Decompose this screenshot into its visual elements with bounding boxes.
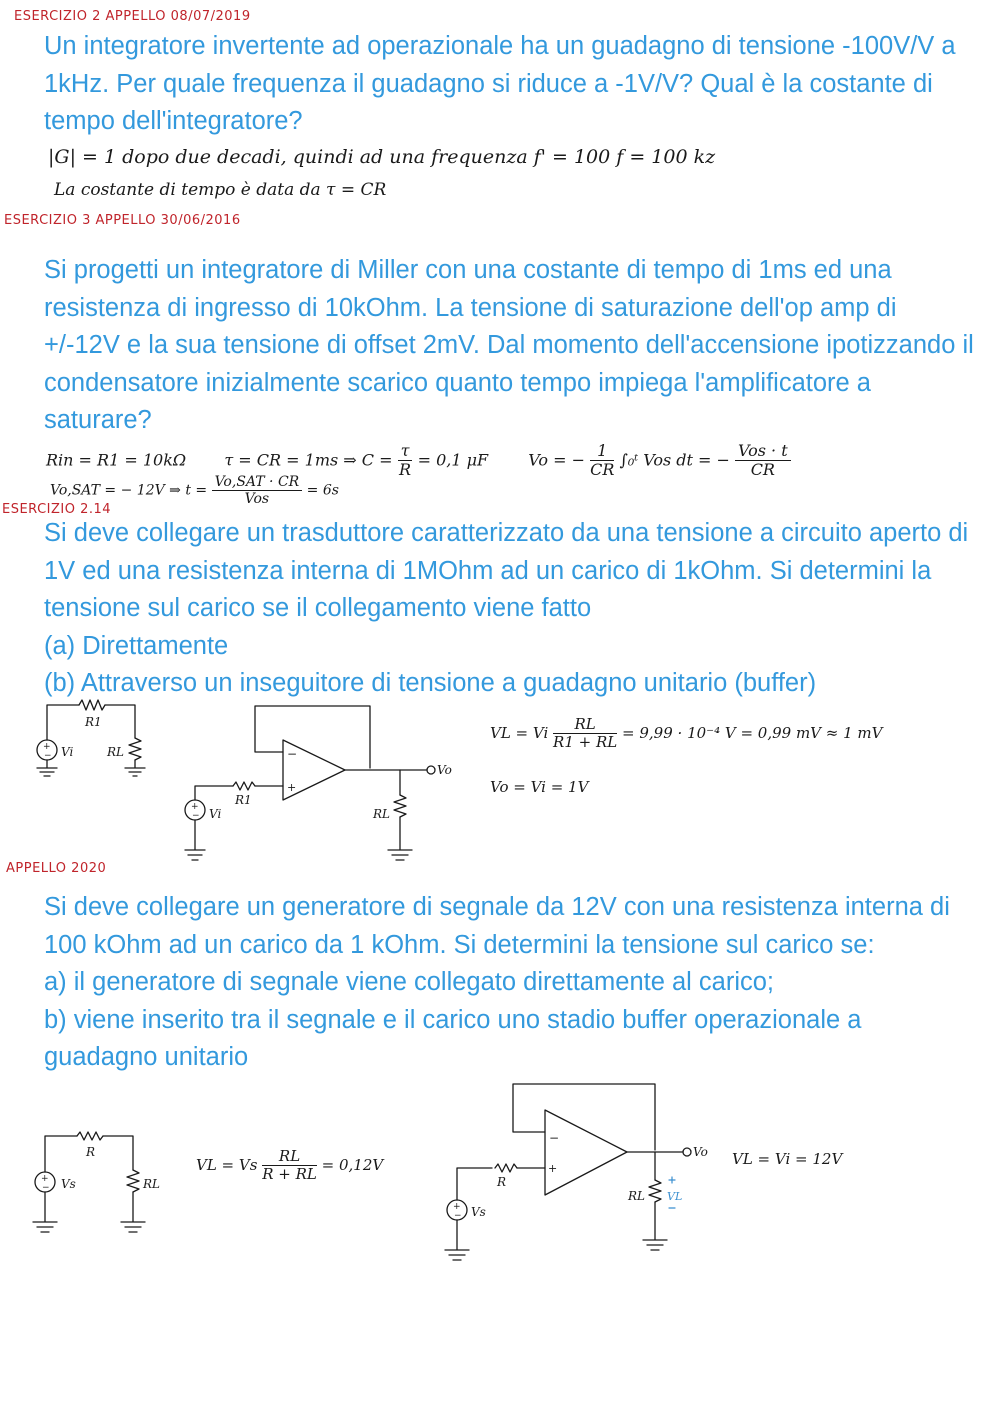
exercise-1-tag: ESERCIZIO 2 APPELLO 08/07/2019 bbox=[14, 9, 251, 24]
source-plus-sign: + bbox=[191, 802, 199, 812]
source-plus-sign: + bbox=[453, 1202, 461, 1212]
vl-lhs: VL = Vs bbox=[196, 1155, 258, 1174]
vl-result: = 0,12V bbox=[321, 1155, 384, 1174]
exercise-2-question: Si progetti un integratore di Miller con una costante di tempo di 1ms ed una resistenza di ingresso di 10kOhm. La tensione di saturazione dell'op amp di +/-12V e la sua tensione di offset 2mV. Dal momento dell'accensione ipotizzando il condensatore inizialmente scarico quanto tempo impiega l'amplificatore a saturare? bbox=[44, 256, 974, 434]
divider-fraction bbox=[553, 716, 617, 752]
exercise-4-question-text: Si deve collegare un generatore di segnale da 12V con una resistenza interna di 100 kOhm ad un carico da 1 kOhm. Si determini la tensione sul carico se: bbox=[44, 893, 950, 959]
rl-label: RL bbox=[373, 807, 391, 821]
exercise-3-option-b: (b) Attraverso un inseguitore di tensione a guadagno unitario (buffer) bbox=[44, 669, 817, 697]
circuit-direct-generator bbox=[25, 1130, 165, 1240]
vi-label: Vi bbox=[209, 807, 222, 821]
exercise-2-tag: ESERCIZIO 3 APPELLO 30/06/2016 bbox=[4, 213, 241, 228]
time-value: = 6s bbox=[306, 482, 339, 499]
exercise-3-tag: ESERCIZIO 2.14 bbox=[2, 502, 112, 517]
exercise-3-question-text: Si deve collegare un trasduttore caratterizzato da una tensione a circuito aperto di 1V ed una resistenza interna di 1MOhm ad un carico di 1kOhm. Si determini la tensione sul carico se il collegamento viene fatto bbox=[44, 519, 969, 622]
exercise-3-equation-1 bbox=[490, 716, 883, 752]
exercise-1-question: Un integratore invertente ad operazionale ha un guadagno di tensione -100V/V a 1kHz. Per quale frequenza il guadagno si riduce a -1V/V? Qual è la costante di tempo dell'integratore? bbox=[44, 32, 956, 135]
vs-label: Vs bbox=[61, 1177, 76, 1191]
divider-fraction-den: R + RL bbox=[262, 1165, 317, 1184]
vo-label: Vo bbox=[693, 1145, 708, 1159]
vo-integral: ∫₀ᵗ Vos dt = − bbox=[619, 450, 730, 470]
exercise-4-option-a: a) il generatore di segnale viene collegato direttamente al carico; bbox=[44, 968, 775, 996]
vo-equation: Vo = − bbox=[528, 450, 585, 470]
r1-label: R1 bbox=[235, 793, 252, 807]
source-minus-sign: − bbox=[454, 1211, 462, 1221]
non-inverting-input-sign: + bbox=[287, 781, 297, 794]
exercise-4-option-b: b) viene inserito tra il segnale e il carico uno stadio buffer operazionale a guadagno unitario bbox=[44, 1005, 862, 1071]
inverting-input-sign: − bbox=[287, 747, 298, 761]
non-inverting-input-sign: + bbox=[548, 1162, 558, 1175]
divider-fraction-num: RL bbox=[262, 1148, 317, 1166]
time-fraction-den: Vos bbox=[244, 491, 270, 508]
source-minus-sign: − bbox=[44, 751, 52, 761]
vo-fraction-1-den: CR bbox=[590, 460, 615, 480]
source-minus-sign: − bbox=[192, 811, 200, 821]
vo-fraction-1 bbox=[590, 442, 614, 480]
exercise-3-option-a: (a) Direttamente bbox=[44, 631, 229, 660]
tau-fraction-den: R bbox=[399, 460, 412, 480]
exercise-3-question bbox=[44, 515, 974, 703]
r-label: R bbox=[86, 1145, 96, 1159]
vs-label: Vs bbox=[471, 1205, 486, 1219]
tau-fraction-num: τ bbox=[398, 442, 413, 461]
divider-fraction-num: RL bbox=[553, 716, 617, 734]
exercise-1-solution-line-1: |G| = 1 dopo due decadi, quindi ad una frequenza f' = 100 f = 100 kz bbox=[48, 146, 716, 168]
exercise-4-equation-1 bbox=[196, 1148, 383, 1184]
source-minus-sign: − bbox=[42, 1183, 50, 1193]
r-label: R bbox=[497, 1175, 507, 1189]
vl-lhs: VL = Vi bbox=[490, 723, 549, 742]
rin-equation: Rin = R1 = 10kΩ bbox=[46, 450, 187, 470]
circuit-buffer-connection bbox=[175, 700, 475, 870]
vo-fraction-2-den: CR bbox=[750, 460, 775, 480]
rl-label: RL bbox=[143, 1177, 161, 1191]
inverting-input-sign: − bbox=[549, 1131, 560, 1145]
source-plus-sign: + bbox=[41, 1174, 49, 1184]
r1-label: R1 bbox=[85, 715, 102, 729]
tau-fraction bbox=[398, 442, 413, 480]
vo-fraction-2 bbox=[735, 442, 791, 480]
rl-label: RL bbox=[628, 1189, 646, 1203]
capacitance-value: = 0,1 μF bbox=[417, 450, 489, 470]
exercise-4-equation-2: VL = Vi = 12V bbox=[732, 1150, 843, 1168]
saturation-equation: Vo,SAT = − 12V ⇒ t = bbox=[50, 482, 208, 499]
vl-label: VL bbox=[667, 1190, 683, 1203]
vl-result: = 9,99 · 10⁻⁴ V = 0,99 mV ≈ 1 mV bbox=[622, 723, 883, 742]
tau-equation: τ = CR = 1ms ⇒ C = bbox=[224, 450, 393, 470]
circuit-buffer-generator bbox=[435, 1080, 735, 1270]
vo-fraction-2-num: Vos · t bbox=[735, 442, 791, 461]
vi-label: Vi bbox=[61, 745, 74, 759]
exercise-4-tag: APPELLO 2020 bbox=[6, 861, 107, 876]
vo-fraction-1-num: 1 bbox=[590, 442, 614, 461]
divider-fraction bbox=[262, 1148, 317, 1184]
divider-fraction-den: R1 + RL bbox=[553, 733, 618, 752]
circuit-direct-connection bbox=[25, 700, 155, 780]
source-plus-sign: + bbox=[43, 742, 51, 752]
vo-label: Vo bbox=[437, 763, 452, 777]
time-fraction bbox=[212, 474, 303, 507]
exercise-3-equation-2: Vo = Vi = 1V bbox=[490, 778, 589, 796]
rl-label: RL bbox=[107, 745, 125, 759]
exercise-4-question bbox=[44, 889, 974, 1077]
time-fraction-num: Vo,SAT · CR bbox=[212, 474, 303, 491]
exercise-1-solution-line-2: La costante di tempo è data da τ = CR bbox=[54, 180, 387, 200]
